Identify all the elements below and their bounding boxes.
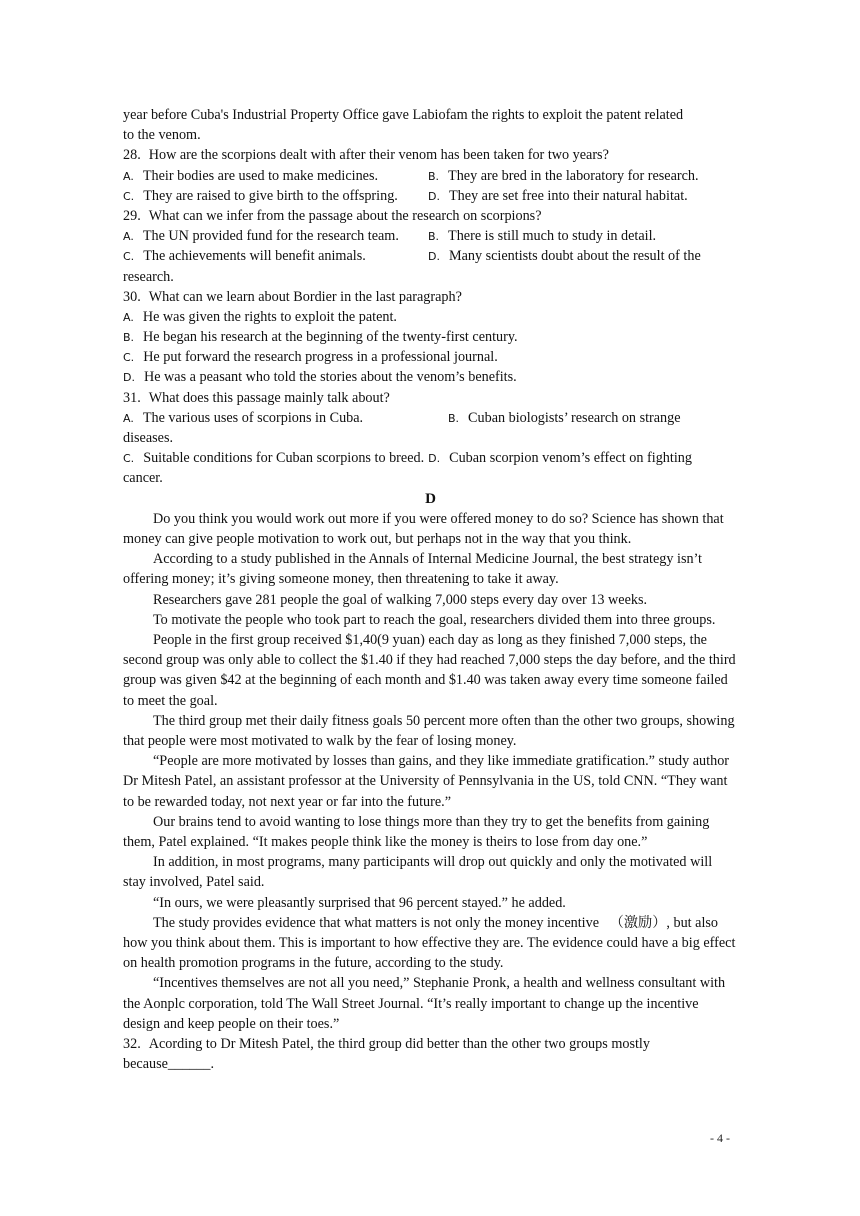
option-text: Their bodies are used to make medicines.: [142, 167, 379, 184]
option-a: [123, 307, 738, 327]
question-stem-continued: because______.: [123, 1056, 215, 1073]
paragraph: According to a study published in the Annals of Internal Medicine Journal, the best strategy isn’t offering money; it’s giving someone money, then threatening to take it away.: [123, 551, 702, 588]
option-letter: A.: [123, 411, 134, 425]
question-stem: What can we learn about Bordier in the last paragraph?: [148, 288, 462, 305]
option-d: [123, 367, 738, 387]
option-text: There is still much to study in detail.: [448, 228, 657, 245]
paragraph: “Incentives themselves are not all you need,” Stephanie Pronk, a health and wellness consultant with the Aonplc corporation, told The Wall Street Journal. “It’s really important to change up the incentive design and keep people on their toes.”: [123, 975, 726, 1032]
question-31: [123, 388, 738, 408]
question-number: 31.: [123, 389, 141, 406]
option-text: Cuban scorpion venom’s effect on fighting: [449, 450, 692, 467]
question-32: [123, 1034, 738, 1054]
question-number: 32.: [123, 1036, 141, 1053]
option-letter: B.: [428, 230, 440, 244]
option-letter: C.: [123, 351, 135, 365]
option-letter: D.: [428, 250, 440, 264]
section-heading: D: [425, 490, 436, 507]
question-stem: How are the scorpions dealt with after their venom has been taken for two years?: [148, 147, 609, 164]
paragraph: The study provides evidence that what matters is not only the money incentive （激励）, but also how you think about them. This is important to how effective they are. The evidence could have a big effect on health promotion programs in the future, according to the study.: [123, 914, 736, 972]
page-number: - 4 -: [710, 1131, 730, 1145]
option-overflow: diseases.: [123, 430, 174, 446]
option-letter: D.: [428, 189, 440, 203]
option-row: [123, 408, 738, 428]
option-overflow: research.: [123, 268, 174, 285]
question-30: [123, 287, 738, 307]
option-row: [123, 166, 738, 186]
carryover-line: to the venom.: [123, 127, 201, 144]
question-stem: What does this passage mainly talk about?: [148, 389, 390, 406]
option-row: [123, 186, 738, 206]
question-28: [123, 145, 738, 165]
option-letter: B.: [123, 331, 135, 345]
option-text: They are set free into their natural habitat.: [448, 187, 688, 204]
option-row: [123, 448, 738, 468]
paragraph: In addition, in most programs, many participants will drop out quickly and only the motivated will stay involved, Patel said.: [123, 854, 713, 891]
option-text: The achievements will benefit animals.: [143, 248, 366, 265]
paragraph: “People are more motivated by losses than gains, and they like immediate gratification.” study author Dr Mitesh Patel, an assistant professor at the University of Pennsylvania in the US, told CNN. “They want to be rewarded today, not next year or far into the future.”: [123, 753, 730, 810]
option-text: He was a peasant who told the stories about the venom’s benefits.: [143, 369, 517, 386]
paragraph: People in the first group received $1,40(9 yuan) each day as long as they finished 7,000 steps, the second group was only able to collect the $1.40 if they had reached 7,000 steps the day before, and the third group was given $42 at the beginning of each month and $1.40 was taken away every time someone failed to meet the goal.: [123, 631, 736, 709]
option-letter: D.: [123, 371, 135, 385]
option-c: [123, 347, 738, 367]
paragraph: The third group met their daily fitness goals 50 percent more often than the other two groups, showing that people were most motivated to walk by the fear of losing money.: [123, 712, 735, 749]
option-row: [123, 246, 738, 266]
question-stem: What can we infer from the passage about the research on scorpions?: [148, 207, 542, 224]
question-number: 28.: [123, 147, 141, 164]
question-number: 29.: [123, 207, 141, 224]
paragraph: “In ours, we were pleasantly surprised that 96 percent stayed.” he added.: [153, 894, 566, 911]
option-letter: C.: [123, 250, 135, 264]
paragraph: Do you think you would work out more if you were offered money to do so? Science has shown that money can give people motivation to work out, but perhaps not in the way that you think.: [123, 510, 724, 547]
option-text: Cuban biologists’ research on strange: [468, 409, 681, 426]
option-letter: C.: [123, 452, 135, 466]
option-text: He put forward the research progress in a professional journal.: [143, 349, 498, 366]
option-letter: A.: [123, 230, 134, 244]
paragraph: Researchers gave 281 people the goal of walking 7,000 steps every day over 13 weeks.: [153, 591, 648, 608]
paragraph: To motivate the people who took part to reach the goal, researchers divided them into three groups.: [153, 611, 716, 628]
option-b: [123, 327, 738, 347]
question-29: [123, 206, 738, 226]
option-letter: A.: [123, 310, 134, 324]
option-letter: D.: [428, 452, 441, 466]
option-letter: B.: [428, 169, 440, 183]
option-letter: A.: [123, 169, 134, 183]
page-content: [123, 105, 738, 1074]
paragraph: Our brains tend to avoid wanting to lose things more than they try to get the benefits from gaining them, Patel explained. “It makes people think like the money is theirs to lose from day one.”: [123, 813, 710, 850]
option-overflow: cancer.: [123, 470, 163, 487]
option-letter: C.: [123, 189, 135, 203]
question-number: 30.: [123, 288, 141, 305]
carryover-line: year before Cuba's Industrial Property Office gave Labiofam the rights to exploit the patent related: [123, 107, 684, 123]
option-text: Suitable conditions for Cuban scorpions to breed.: [143, 450, 425, 467]
question-stem: Acording to Dr Mitesh Patel, the third group did better than the other two groups mostly: [148, 1036, 650, 1053]
option-row: [123, 226, 738, 246]
option-letter: B.: [448, 411, 460, 425]
option-text: They are bred in the laboratory for research.: [448, 167, 699, 184]
option-text: The UN provided fund for the research team.: [142, 228, 399, 245]
option-text: They are raised to give birth to the offspring.: [143, 187, 398, 204]
option-text: He began his research at the beginning of the twenty-first century.: [143, 329, 518, 346]
option-text: He was given the rights to exploit the patent.: [142, 308, 397, 325]
option-text: The various uses of scorpions in Cuba.: [142, 409, 364, 426]
option-text: Many scientists doubt about the result of the: [448, 248, 701, 265]
